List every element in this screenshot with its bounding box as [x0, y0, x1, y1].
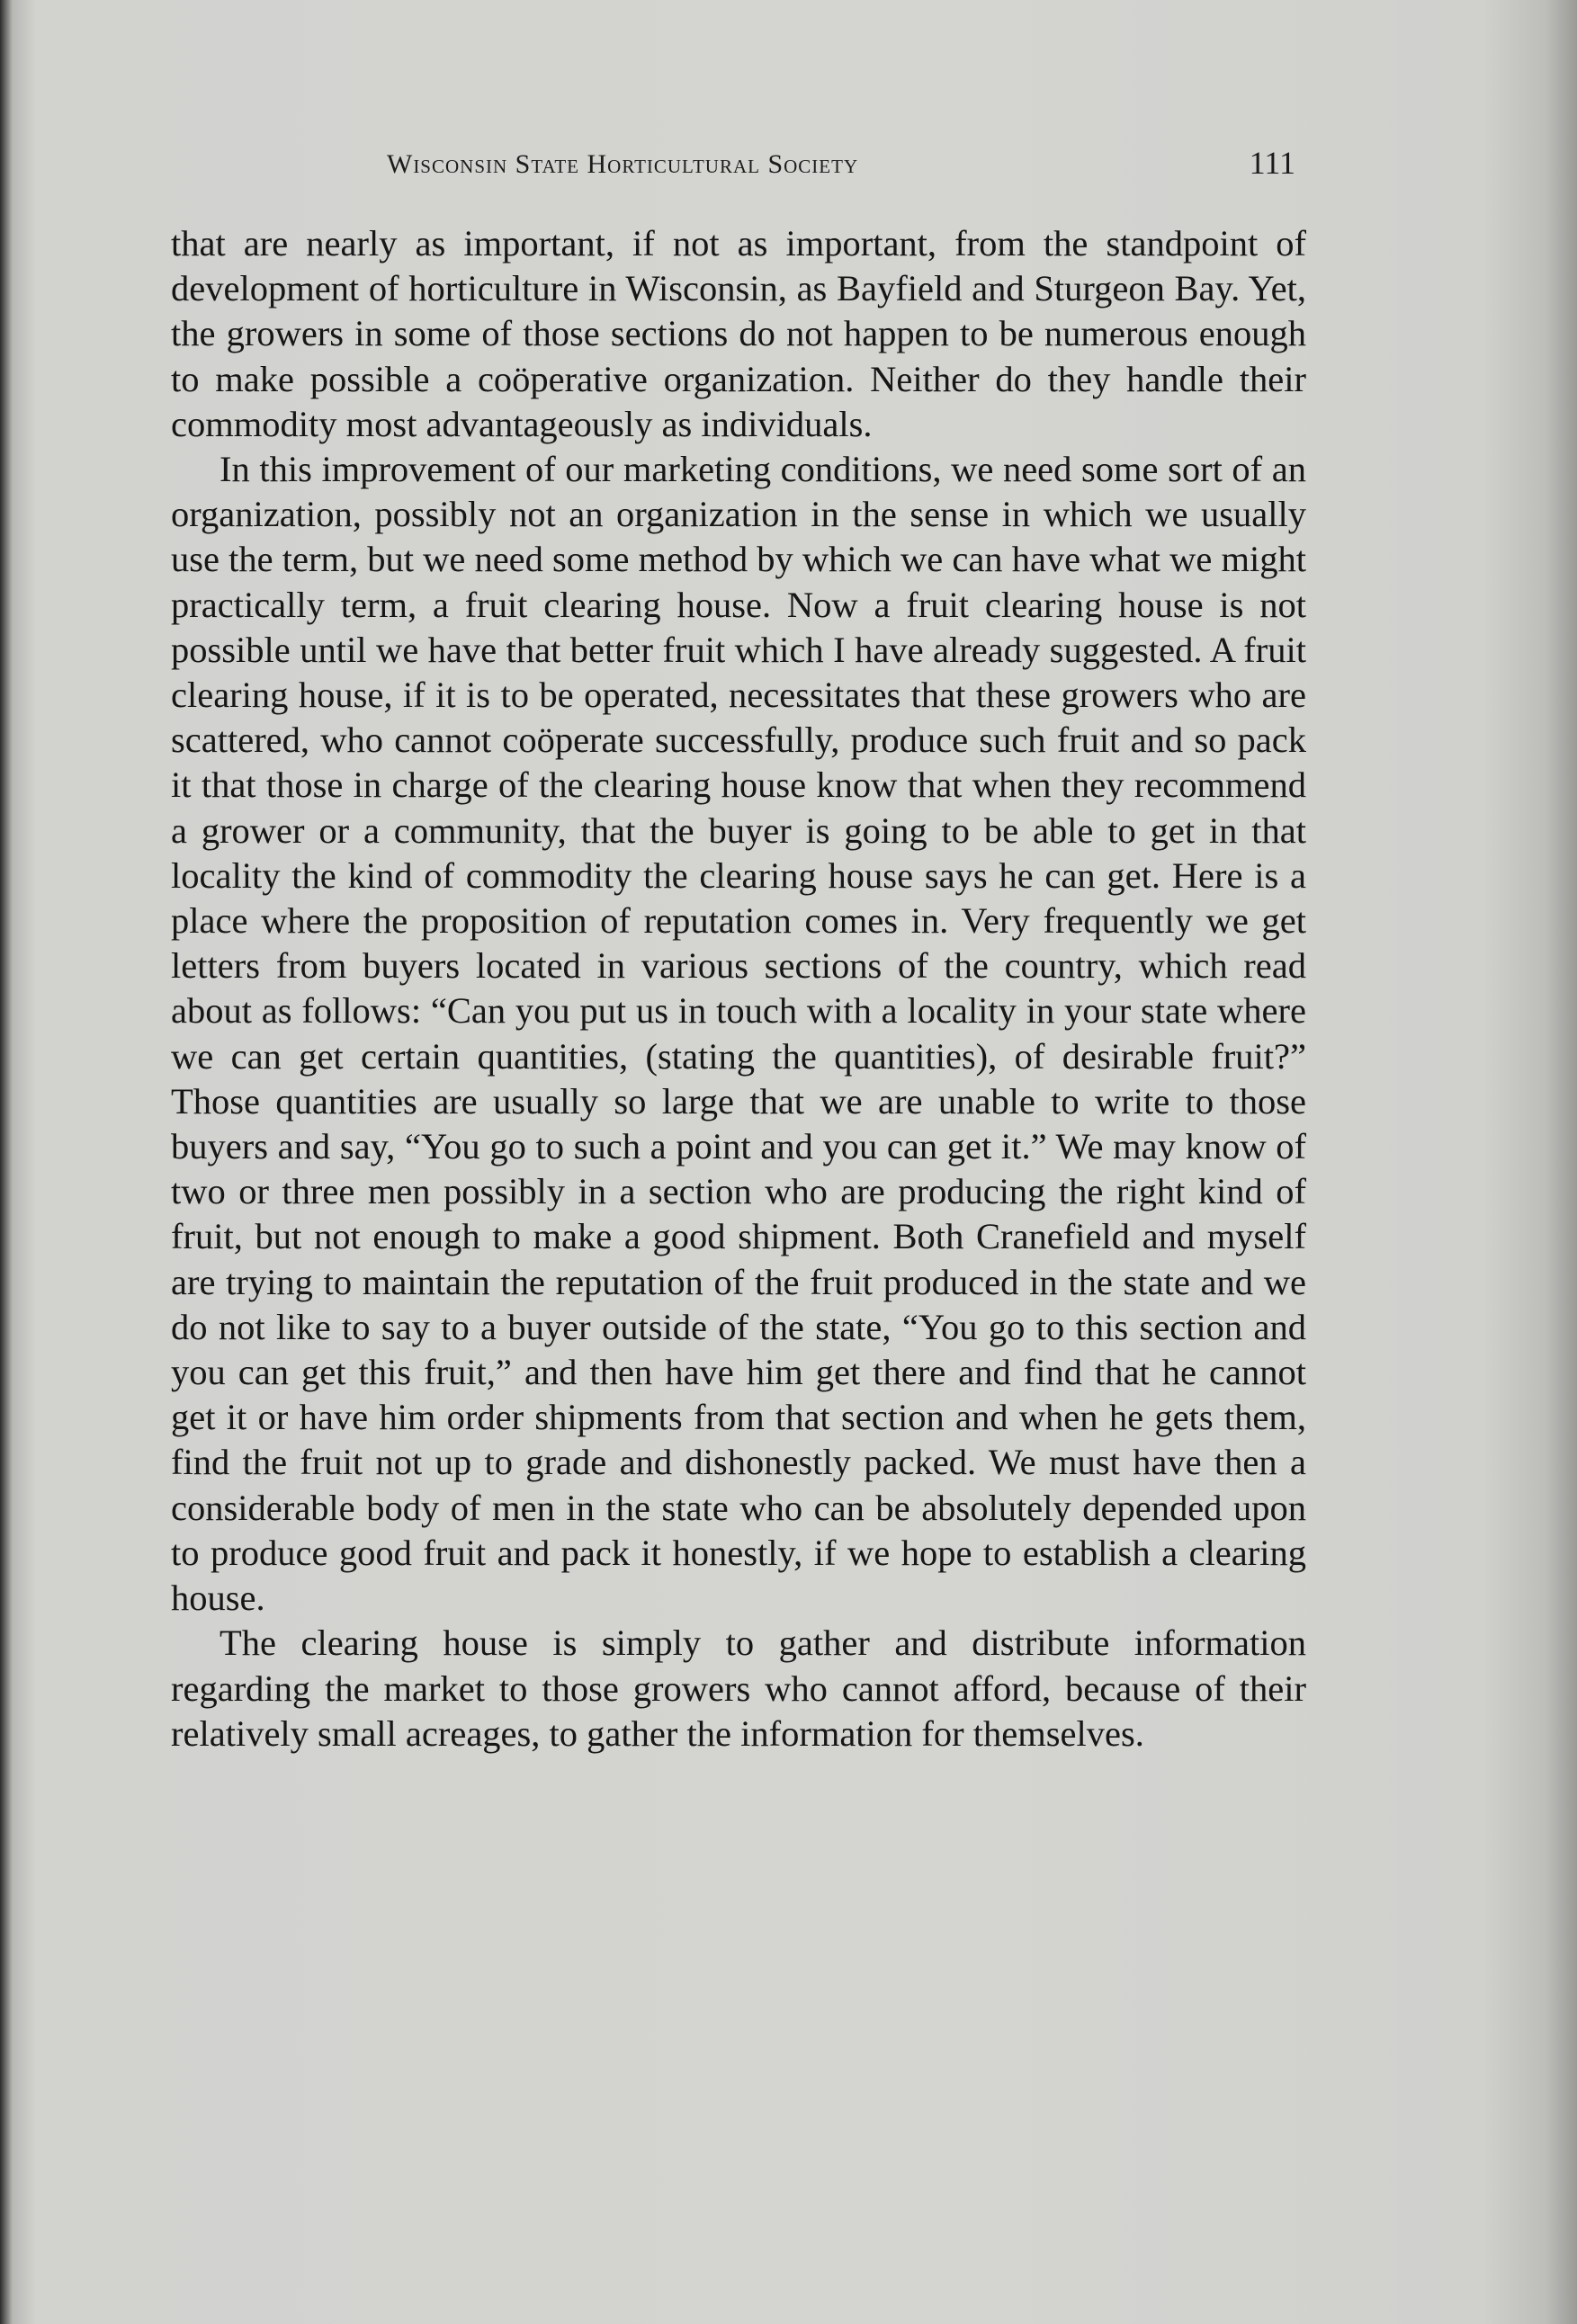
body-text — [171, 221, 1306, 1756]
paragraph-continued: that are nearly as important, if not as important, from the standpoint of development of horticulture in Wisconsin, as Bayfield and Sturgeon Bay. Yet, the growers in some of those sections do not happen to be numerous enough to make possible a coöperative organization. Neither do they handle their commodity most advantageously as individuals. — [171, 223, 1306, 444]
running-title: Wisconsin State Horticultural Society — [387, 149, 859, 179]
paragraph-clearing-house-need: In this improvement of our marketing conditions, we need some sort of an organization, possibly not an organization in the sense in which we usually use the term, but we need some method by which we can have what we might practically term, a fruit clearing house. Now a fruit clearing house is not possible until we have that better fruit which I have already suggested. A fruit clearing house, if it is to be operated, necessitates that these growers who are scattered, who cannot coöperate successfully, produce such fruit and so pack it that those in charge of the clearing house know that when they recommend a grower or a community, that the buyer is going to be able to get in that locality the kind of commodity the clearing house says he can get. Here is a place where the proposition of reputation comes in. Very frequently we get letters from buyers located in various sections of the country, which read about as follows: “Can you put us in touch with a locality in your state where we can get certain quantities, (stating the quantities), of desirable fruit?” Those quantities are usually so large that we are unable to write to those buyers and say, “You go to such a point and you can get it.” We may know of two or three men possibly in a section who are producing the right kind of fruit, but not enough to make a good shipment. Both Cranefield and myself are trying to maintain the reputation of the fruit produced in the state and we do not like to say to a buyer outside of the state, “You go to this section and you can get this fruit,” and then have him get there and find that he cannot get it or have him order shipments from that section and when he gets them, find the fruit not up to grade and dishonestly packed. We must have then a considerable body of men in the state who can be absolutely depended upon to produce good fruit and pack it honestly, if we hope to establish a clearing house. — [171, 449, 1306, 1619]
paragraph-clearing-house-purpose: The clearing house is simply to gather and distribute information regarding the market to those growers who cannot afford, because of their relatively small acreages, to gather the information for themselves. — [171, 1622, 1306, 1754]
page-number: 111 — [1249, 145, 1295, 181]
running-head — [171, 144, 1295, 189]
